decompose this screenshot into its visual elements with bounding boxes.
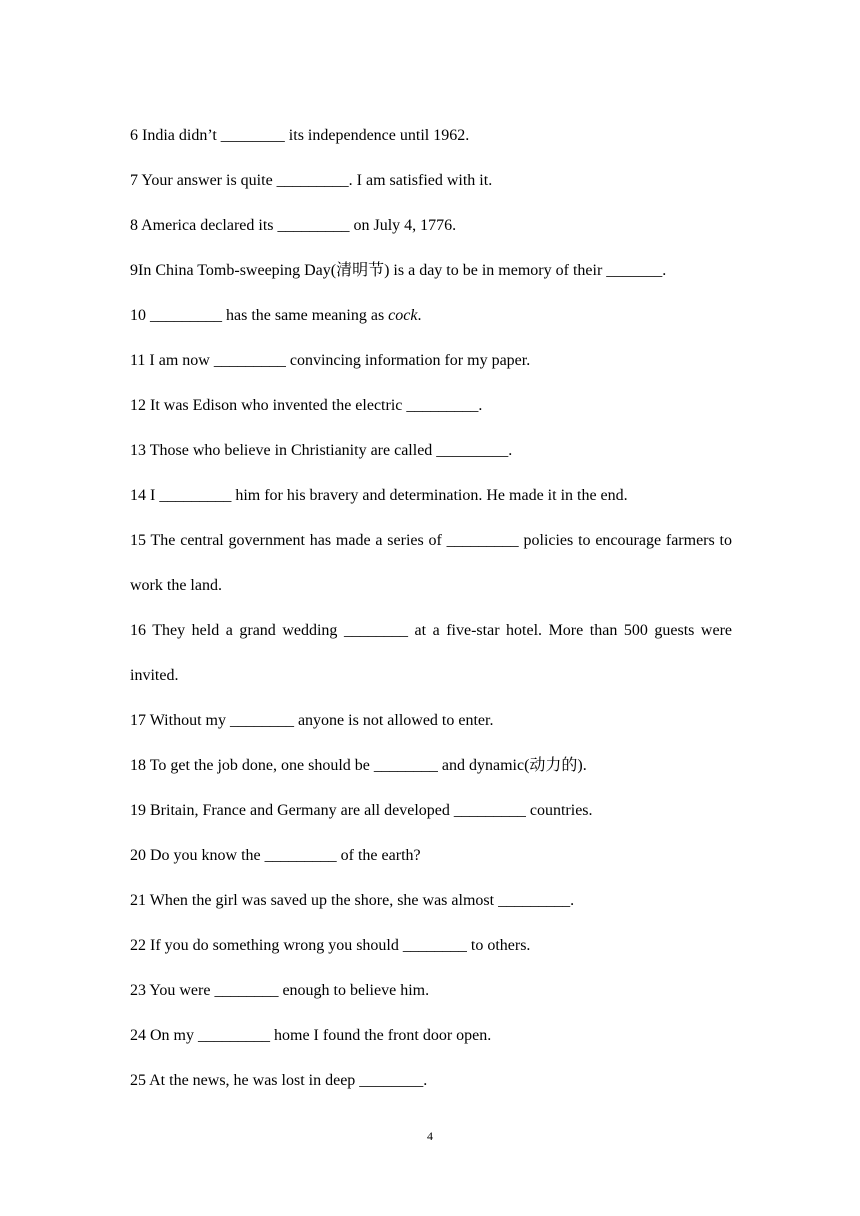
exercise-item-13: 13 Those who believe in Christianity are called _________. bbox=[130, 442, 513, 459]
exercise-item-11: 11 I am now _________ convincing information for my paper. bbox=[130, 352, 531, 369]
exercise-item-24: 24 On my _________ home I found the front door open. bbox=[130, 1027, 492, 1044]
exercise-item-23: 23 You were ________ enough to believe him. bbox=[130, 982, 430, 999]
exercise-item-16: 16 They held a grand wedding ________ at a five-star hotel. More than 500 guests were invited. bbox=[130, 622, 732, 684]
exercise-item-17: 17 Without my ________ anyone is not allowed to enter. bbox=[130, 712, 494, 729]
exercise-item-10 bbox=[130, 293, 732, 338]
exercise-item-22: 22 If you do something wrong you should ________ to others. bbox=[130, 937, 531, 954]
exercise-item-9: 9In China Tomb-sweeping Day(清明节) is a day to be in memory of their _______. bbox=[130, 262, 667, 279]
exercise-item-7: 7 Your answer is quite _________. I am satisfied with it. bbox=[130, 172, 493, 189]
page-number: 4 bbox=[427, 1129, 433, 1143]
exercise-item-25: 25 At the news, he was lost in deep ________. bbox=[130, 1072, 428, 1089]
exercise-item-19: 19 Britain, France and Germany are all developed _________ countries. bbox=[130, 802, 593, 819]
exercise-item-18: 18 To get the job done, one should be ________ and dynamic(动力的). bbox=[130, 757, 587, 774]
exercise-item-10-end: . bbox=[417, 307, 422, 324]
exercise-item-15: 15 The central government has made a series of _________ policies to encourage farmers to work the land. bbox=[130, 532, 732, 594]
exercise-list bbox=[130, 113, 732, 1103]
exercise-item-8: 8 America declared its _________ on July 4, 1776. bbox=[130, 217, 457, 234]
exercise-item-10-text: 10 _________ has the same meaning as bbox=[130, 307, 389, 324]
emphasized-word: cock bbox=[388, 307, 418, 324]
exercise-item-6: 6 India didn’t ________ its independence until 1962. bbox=[130, 127, 470, 144]
exercise-item-21: 21 When the girl was saved up the shore, she was almost _________. bbox=[130, 892, 575, 909]
exercise-item-14: 14 I _________ him for his bravery and determination. He made it in the end. bbox=[130, 487, 628, 504]
exercise-item-20: 20 Do you know the _________ of the earth? bbox=[130, 847, 421, 864]
exercise-item-12: 12 It was Edison who invented the electric _________. bbox=[130, 397, 483, 414]
